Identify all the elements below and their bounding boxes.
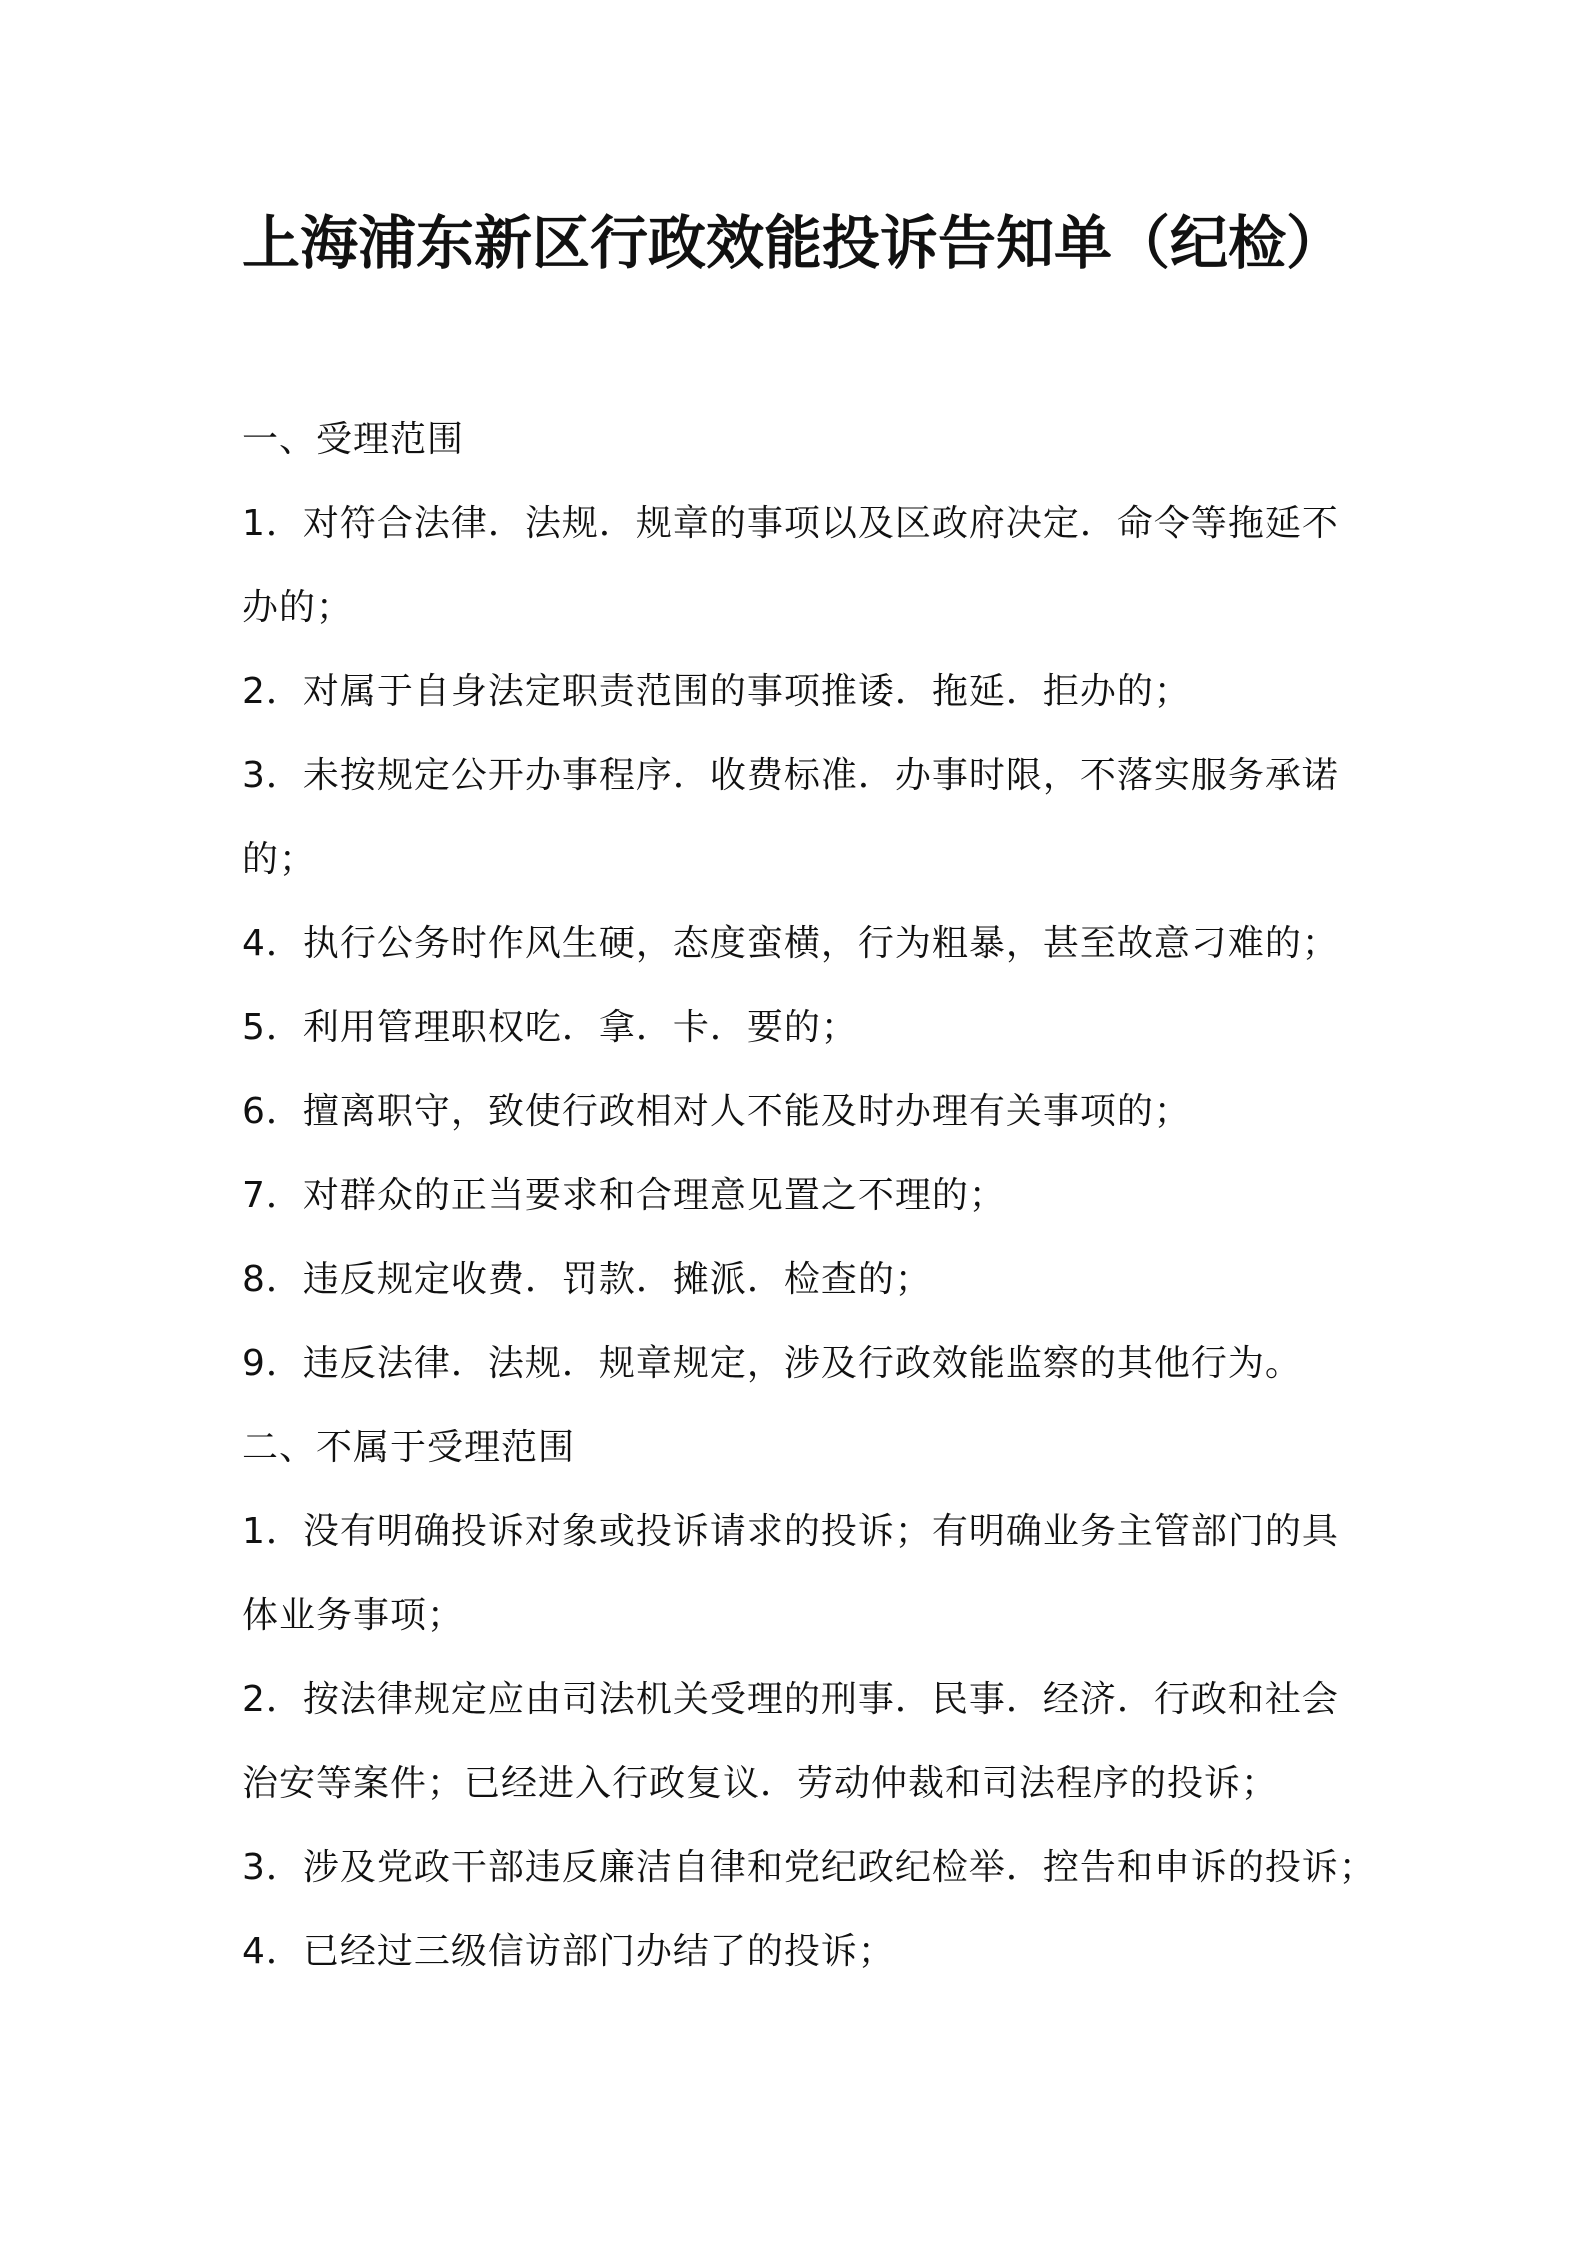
text-line: 2．按法律规定应由司法机关受理的刑事．民事．经济．行政和社会	[242, 1679, 1339, 1720]
text-line: 1．没有明确投诉对象或投诉请求的投诉；有明确业务主管部门的具	[242, 1511, 1339, 1552]
section-heading-acceptance-scope: 一、受理范围	[242, 419, 465, 460]
text-line: 5．利用管理职权吃．拿．卡．要的；	[242, 1007, 858, 1048]
text-line: 2．对属于自身法定职责范围的事项推诿．拖延．拒办的；	[242, 671, 1191, 712]
text-line: 办的；	[242, 587, 354, 628]
text-line: 体业务事项；	[242, 1595, 465, 1636]
text-line: 4．已经过三级信访部门办结了的投诉；	[242, 1931, 895, 1972]
text-line: 3．未按规定公开办事程序．收费标准．办事时限，不落实服务承诺	[242, 755, 1339, 796]
text-line: 7．对群众的正当要求和合理意见置之不理的；	[242, 1175, 1006, 1216]
text-line: 3．涉及党政干部违反廉洁自律和党纪政纪检举．控告和申诉的投诉；	[242, 1847, 1376, 1888]
text-line: 9．违反法律．法规．规章规定，涉及行政效能监察的其他行为。	[242, 1343, 1302, 1384]
section-heading-not-accepted: 二、不属于受理范围	[242, 1427, 576, 1468]
document-body	[242, 398, 1376, 1994]
text-line: 1．对符合法律．法规．规章的事项以及区政府决定．命令等拖延不	[242, 503, 1339, 544]
page-title: 上海浦东新区行政效能投诉告知单（纪检）	[242, 209, 1345, 277]
text-line: 治安等案件；已经进入行政复议．劳动仲裁和司法程序的投诉；	[242, 1763, 1279, 1804]
text-line: 4．执行公务时作风生硬，态度蛮横，行为粗暴，甚至故意刁难的；	[242, 923, 1339, 964]
text-line: 的；	[242, 839, 317, 880]
text-line: 6．擅离职守，致使行政相对人不能及时办理有关事项的；	[242, 1091, 1191, 1132]
text-line: 8．违反规定收费．罚款．摊派．检查的；	[242, 1259, 932, 1300]
